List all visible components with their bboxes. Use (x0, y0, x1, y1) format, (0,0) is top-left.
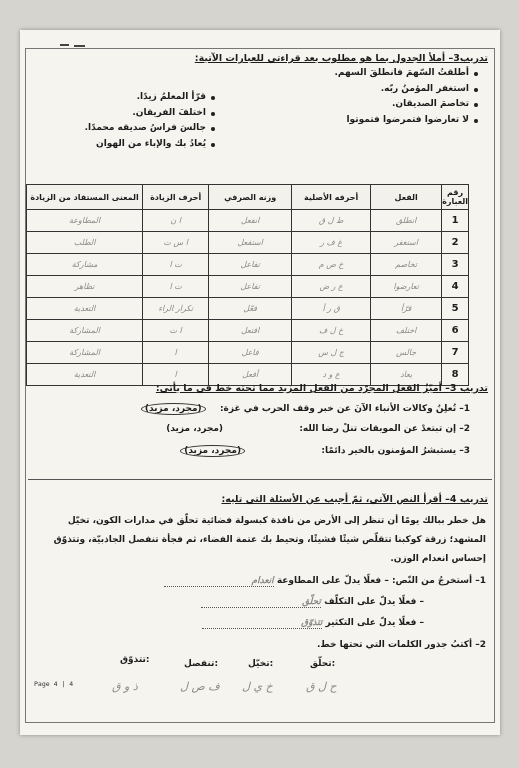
answer-meaning: الطلب (27, 232, 143, 254)
sentence: اختلفَ الفريقان. (85, 108, 215, 118)
row-number: 6 (442, 320, 469, 342)
item-text: إن تبتعدْ عن الموبقات تنلْ رضا الله: (299, 424, 457, 434)
table-row (27, 232, 469, 254)
table-row (27, 342, 469, 364)
answer-added-letters: ت ا (143, 254, 209, 276)
item-text: يستبشرُ المؤمنون بالخير دائمًا: (321, 446, 457, 456)
answer-meaning: المشاركة (27, 342, 143, 364)
answer-added-letters: ا ن (143, 210, 209, 232)
question-text: 1– أستخرجُ من النّص: – فعلًا يدلّ على المطاوعة (276, 576, 486, 586)
sentences-right (334, 68, 478, 130)
passage-line: هل خطر ببالك يومًا أن تنظر إلى الأرض من نافذة كبسولة فضائية تحلّق في مدارات الكون، تخيّل (67, 516, 486, 526)
worksheet-page (20, 30, 500, 735)
answer-verb: تخاصم (371, 254, 442, 276)
answer-line (164, 576, 274, 587)
question-2: 2– أكتبُ جذور الكلمات التي تحتها خط. (316, 640, 486, 650)
question-1 (164, 576, 486, 587)
answer-meaning: مشاركة (27, 254, 143, 276)
column-header: رقم العبارة (442, 185, 469, 210)
answer-root: غ ف ر (292, 232, 371, 254)
table-row (27, 276, 469, 298)
answer-added-letters: تكرار الراء (143, 298, 209, 320)
handwritten-answer: انعدام (251, 576, 274, 586)
column-header: أحرفه الأصلية (292, 185, 371, 210)
answer-added-letters: ا (143, 364, 209, 386)
root-answer: ح ل ق (306, 680, 337, 693)
row-number: 7 (442, 342, 469, 364)
question-text: – فعلًا يدلّ على التكثير (325, 618, 424, 628)
row-number: 2 (442, 232, 469, 254)
answer-root: ج ل س (292, 342, 371, 364)
sentence: تخاصمَ الصديقان. (334, 99, 478, 109)
answer-root: خ ل ف (292, 320, 371, 342)
answer-pattern: فاعل (209, 342, 292, 364)
answer-added-letters: ا س ت (143, 232, 209, 254)
root-word: تخيّل: (248, 659, 274, 669)
answer-meaning: التعدية (27, 298, 143, 320)
answer-meaning: تظاهر (27, 276, 143, 298)
classify-item (141, 403, 470, 415)
passage-line: إحساس انعدام الوزن. (390, 554, 486, 564)
question-text: – فعلًا يدلّ على التكلّف (324, 597, 424, 607)
exercise-3b-title: تدريب 3– أميّزُ الفعل المجرّد من الفعل المزيد مما تحته خط في ما يأتي: (155, 383, 488, 394)
answer-pattern: استفعل (209, 232, 292, 254)
item-number: 2– (459, 424, 470, 434)
column-header: وزنه الصرفي (209, 185, 292, 210)
answer-verb: تعارضوا (371, 276, 442, 298)
sentence: أطلقتُ السّهمَ فانطلقَ السهم. (334, 68, 478, 78)
row-number: 5 (442, 298, 469, 320)
answer-added-letters: ت ا (143, 276, 209, 298)
table-row (27, 298, 469, 320)
answer-verb: جالس (371, 342, 442, 364)
morphology-table (26, 184, 469, 386)
answer-root: ع ر ض (292, 276, 371, 298)
answer-root: ع و د (292, 364, 371, 386)
sentences-left (85, 92, 215, 154)
table-row (27, 320, 469, 342)
handwritten-answer: تتذوّق (301, 618, 323, 628)
choice-answer: (مجرد، مزيد) (180, 445, 245, 457)
answer-pattern: أفعل (209, 364, 292, 386)
item-number: 1– (459, 404, 470, 414)
table-header-row (27, 185, 469, 210)
answer-verb: استغفر (371, 232, 442, 254)
answer-line (201, 597, 321, 608)
row-number: 4 (442, 276, 469, 298)
choice-answer: (مجرد، مزيد) (166, 424, 224, 434)
column-header: الفعل (371, 185, 442, 210)
question-1c (202, 618, 424, 629)
sentence: جالسَ فراسُ صديقه محمدًا. (85, 123, 215, 133)
root-word: تنفصل: (184, 659, 219, 669)
pen-mark (60, 44, 69, 46)
pen-mark (74, 45, 85, 47)
answer-line (202, 618, 322, 629)
answer-pattern: فعّل (209, 298, 292, 320)
answer-pattern: تفاعل (209, 254, 292, 276)
answer-pattern: انفعل (209, 210, 292, 232)
question-1b (201, 597, 424, 608)
classify-item (166, 424, 470, 434)
answer-pattern: افتعل (209, 320, 292, 342)
handwritten-answer: تحلّق (302, 597, 321, 607)
passage-line: المشهد؛ زرقة كوكبنا تتقلّص شيئًا فشيئًا، وتحيط بك عتمة الفضاء، ثم فجأة تنفصل الجاذبيّة، وتتذوّق (53, 535, 486, 545)
answer-added-letters: ا ت (143, 320, 209, 342)
item-text: تُعلِنُ وكالات الأنباء الآنَ عن خبر وقف الحرب في غزة: (219, 404, 457, 414)
answer-verb: اختلف (371, 320, 442, 342)
root-word: تتذوّق: (120, 655, 150, 665)
sentence: لا تعارضوا فتمرضوا فتموتوا (334, 115, 478, 125)
sentence: استغفر المؤمنُ ربّه. (334, 84, 478, 94)
answer-meaning: التعدية (27, 364, 143, 386)
classify-item (180, 445, 470, 457)
sentence: قرّأ المعلمُ زيدًا. (85, 92, 215, 102)
choice-answer: (مجرد، مزيد) (141, 403, 206, 415)
table-row (27, 210, 469, 232)
exercise-4-title: تدريب 4– أقرأ النص الآتي، ثمّ أجيب عن الأسئلة التي تليه: (221, 494, 488, 505)
table-row (27, 254, 469, 276)
answer-pattern: تفاعل (209, 276, 292, 298)
exercise-3-title: تدريب3– أملأ الجدول بما هو مطلوب بعد قراءتي للعبارات الآتية: (194, 53, 488, 64)
answer-root: ط ل ق (292, 210, 371, 232)
sentence: يُعادُ بك والإباء من الهوان (85, 139, 215, 149)
column-header: المعنى المستفاد من الزيادة (27, 185, 143, 210)
answer-root: ق ر أ (292, 298, 371, 320)
root-word: تحلّق: (310, 659, 336, 669)
answer-verb: يعاد (371, 364, 442, 386)
item-number: 3– (459, 446, 470, 456)
page-number: Page 4 | 4 (34, 680, 74, 688)
answer-root: خ ص م (292, 254, 371, 276)
root-answer: خ ي ل (242, 680, 273, 693)
answer-verb: انطلق (371, 210, 442, 232)
row-number: 1 (442, 210, 469, 232)
answer-meaning: المشاركة (27, 320, 143, 342)
row-number: 8 (442, 364, 469, 386)
column-header: أحرف الزيادة (143, 185, 209, 210)
root-answer: ذ و ق (112, 680, 138, 693)
answer-meaning: المطاوعة (27, 210, 143, 232)
answer-verb: قرّأ (371, 298, 442, 320)
answer-added-letters: ا (143, 342, 209, 364)
root-answer: ف ص ل (180, 680, 220, 693)
row-number: 3 (442, 254, 469, 276)
section-divider (28, 479, 492, 480)
